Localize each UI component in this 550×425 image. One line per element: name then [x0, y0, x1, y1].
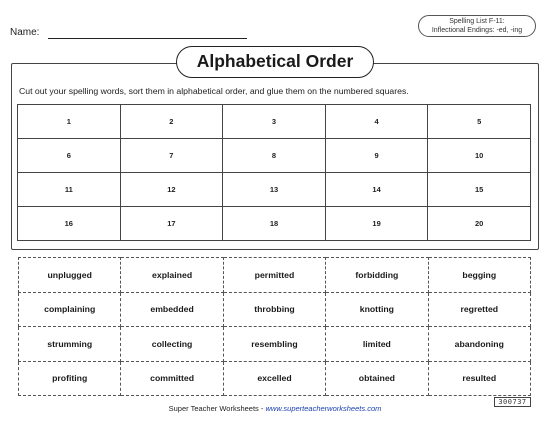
- numbered-square: 11: [18, 173, 121, 207]
- word-card: committed: [121, 361, 223, 396]
- numbered-square: 7: [120, 139, 223, 173]
- numbered-row: [18, 207, 531, 241]
- word-card: forbidding: [326, 258, 428, 293]
- numbered-square: 6: [18, 139, 121, 173]
- cut-out-words-grid: [18, 257, 531, 396]
- name-write-line: [48, 38, 247, 39]
- numbered-row: [18, 139, 531, 173]
- numbered-square: 19: [325, 207, 428, 241]
- numbered-square: 15: [428, 173, 531, 207]
- word-row: [19, 258, 531, 293]
- numbered-square: 3: [223, 105, 326, 139]
- word-card: regretted: [428, 292, 530, 327]
- word-card: collecting: [121, 327, 223, 362]
- numbered-square: 17: [120, 207, 223, 241]
- word-card: profiting: [19, 361, 121, 396]
- numbered-row: [18, 105, 531, 139]
- word-card: unplugged: [19, 258, 121, 293]
- word-row: [19, 361, 531, 396]
- footer-separator: -: [258, 404, 266, 413]
- numbered-square: 20: [428, 207, 531, 241]
- word-card: complaining: [19, 292, 121, 327]
- name-label: Name:: [10, 27, 40, 38]
- word-row: [19, 327, 531, 362]
- word-card: throbbing: [223, 292, 325, 327]
- numbered-square: 8: [223, 139, 326, 173]
- word-card: strumming: [19, 327, 121, 362]
- numbered-square: 2: [120, 105, 223, 139]
- numbered-square: 14: [325, 173, 428, 207]
- word-card: obtained: [326, 361, 428, 396]
- page-title: Alphabetical Order: [176, 46, 374, 78]
- numbered-square: 4: [325, 105, 428, 139]
- word-card: embedded: [121, 292, 223, 327]
- numbered-square: 9: [325, 139, 428, 173]
- word-card: permitted: [223, 258, 325, 293]
- word-card: begging: [428, 258, 530, 293]
- spelling-list-topic: Inflectional Endings: -ed, -ing: [431, 26, 523, 34]
- numbered-row: [18, 173, 531, 207]
- word-card: knotting: [326, 292, 428, 327]
- worksheet-code: 300737: [494, 397, 531, 407]
- footer-url[interactable]: www.superteacherworksheets.com: [265, 404, 382, 413]
- footer-site-name: Super Teacher Worksheets: [168, 404, 259, 413]
- spelling-list-badge: [418, 15, 536, 37]
- word-card: explained: [121, 258, 223, 293]
- word-card: limited: [326, 327, 428, 362]
- numbered-squares-grid: [17, 104, 531, 241]
- footer: [0, 404, 550, 413]
- numbered-square: 1: [18, 105, 121, 139]
- numbered-square: 10: [428, 139, 531, 173]
- word-card: resulted: [428, 361, 530, 396]
- word-card: resembling: [223, 327, 325, 362]
- numbered-square: 16: [18, 207, 121, 241]
- spelling-list-number: Spelling List F-11:: [449, 18, 505, 25]
- word-row: [19, 292, 531, 327]
- numbered-square: 12: [120, 173, 223, 207]
- word-card: excelled: [223, 361, 325, 396]
- instructions-text: Cut out your spelling words, sort them in alphabetical order, and glue them on the numbered squares.: [19, 86, 409, 96]
- numbered-square: 18: [223, 207, 326, 241]
- numbered-square: 13: [223, 173, 326, 207]
- word-card: abandoning: [428, 327, 530, 362]
- numbered-square: 5: [428, 105, 531, 139]
